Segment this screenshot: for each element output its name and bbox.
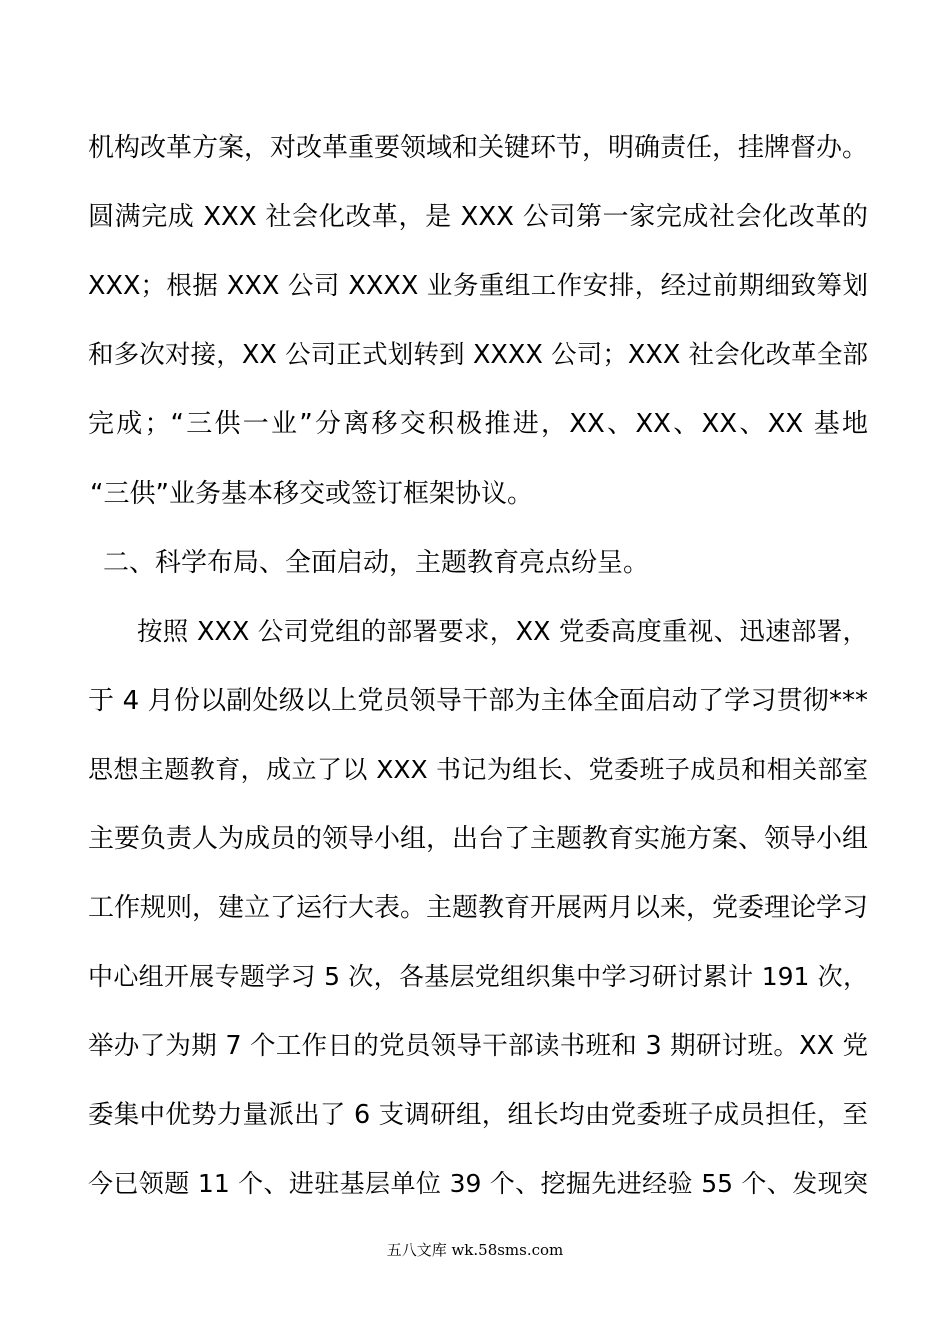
paragraph-first-line: 按照 XXX 公司党组的部署要求，XX 党委高度重视、迅速部署， (137, 617, 868, 647)
body-text-line: 举办了为期 7 个工作日的党员领导干部读书班和 3 期研讨班。XX 党 (88, 1031, 868, 1061)
body-text-line: 中心组开展专题学习 5 次，各基层党组织集中学习研讨累计 191 次， (88, 962, 868, 991)
body-text-line: 于 4 月份以副处级以上党员领导干部为主体全面启动了学习贯彻*** (88, 686, 868, 716)
body-text-line: 今已领题 11 个、进驻基层单位 39 个、挖掘先进经验 55 个、发现突 (88, 1169, 868, 1198)
body-text-line: 圆满完成 XXX 社会化改革，是 XXX 公司第一家完成社会化改革的 (88, 202, 868, 232)
page-footer: 五八文库 wk.58sms.com (386, 1241, 564, 1259)
body-text-line: 工作规则，建立了运行大表。主题教育开展两月以来，党委理论学习 (88, 893, 869, 923)
body-text-line: 主要负责人为成员的领导小组，出台了主题教育实施方案、领导小组 (88, 824, 869, 854)
section-heading: 二、科学布局、全面启动，主题教育亮点纷呈。 (103, 548, 650, 578)
body-text-line: 机构改革方案，对改革重要领域和关键环节，明确责任，挂牌督办。 (88, 133, 869, 163)
body-text-line: 完成；“三供一业”分离移交积极推进，XX、XX、XX、XX 基地 (88, 409, 868, 439)
body-text-line: XXX；根据 XXX 公司 XXXX 业务重组工作安排，经过前期细致筹划 (88, 271, 868, 301)
body-text-line: 和多次对接，XX 公司正式划转到 XXXX 公司；XXX 社会化改革全部 (88, 340, 868, 370)
body-text-line: “三供”业务基本移交或签订框架协议。 (90, 479, 533, 509)
body-text-line: 思想主题教育，成立了以 XXX 书记为组长、党委班子成员和相关部室 (88, 755, 868, 784)
body-text-line: 委集中优势力量派出了 6 支调研组，组长均由党委班子成员担任，至 (88, 1100, 868, 1130)
